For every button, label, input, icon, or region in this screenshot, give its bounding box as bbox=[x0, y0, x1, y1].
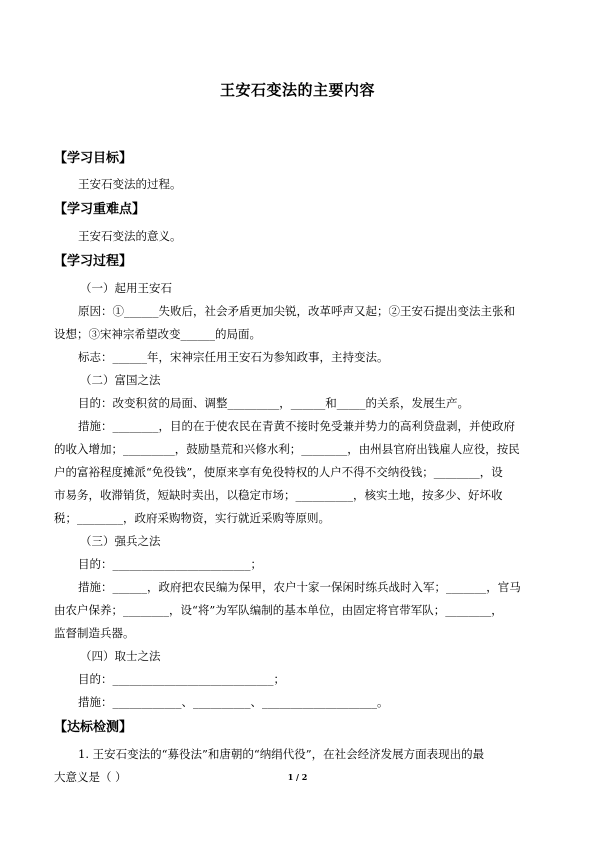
part2-measure-line5: 税；________，政府采购物资，实行就近采购等原则。 bbox=[54, 511, 330, 525]
part2-measure-line1: 措施：________，目的在于使农民在青黄不接时免受兼并势力的高利贷盘剥，并使政府 bbox=[78, 419, 515, 433]
part3-purpose: 目的：________________________； bbox=[78, 557, 262, 571]
part2-measure-line2: 的收入增加；_________，鼓励垦荒和兴修水利；________，由州县官府出钱雇人应役，按民 bbox=[54, 442, 520, 456]
section-heading-key: 【学习重难点】 bbox=[54, 202, 146, 217]
question-1-line1: 1. 王安石变法的“募役法”和唐朝的“纳绢代役”，在社会经济发展方面表现出的最 bbox=[78, 747, 485, 761]
part2-title: （二）富国之法 bbox=[80, 373, 161, 387]
part4-measure: 措施：____________、__________、____________________。 bbox=[78, 695, 389, 709]
section-heading-goal: 【学习目标】 bbox=[54, 151, 133, 166]
question-1-line2: 大意义是（ ） bbox=[54, 770, 127, 784]
page-title: 王安石变法的主要内容 bbox=[219, 81, 375, 99]
section-heading-test: 【达标检测】 bbox=[54, 720, 133, 735]
part3-title: （三）强兵之法 bbox=[80, 534, 161, 548]
section-heading-process: 【学习过程】 bbox=[54, 254, 133, 269]
part1-mark: 标志：______年，宋神宗任用王安石为参知政事，主持变法。 bbox=[78, 350, 389, 364]
part2-purpose: 目的：改变积贫的局面、调整_________，______和_____的关系，发展生产。 bbox=[78, 396, 469, 410]
part2-measure-line4: 市易务，收滞销货，短缺时卖出，以稳定市场；__________，核实土地，按多少、好坏收 bbox=[54, 488, 503, 502]
page-number: 1 / 2 bbox=[287, 772, 308, 782]
part4-title: （四）取士之法 bbox=[80, 649, 161, 663]
part1-reason-line2: 设想；③宋神宗希望改变______的局面。 bbox=[54, 327, 261, 341]
part4-purpose: 目的：____________________________； bbox=[78, 672, 285, 686]
part1-reason-line1: 原因：①______失败后，社会矛盾更加尖锐，改革呼声又起；②王安石提出变法主张和 bbox=[78, 304, 515, 318]
part2-measure-line3: 户的富裕程度摊派“免役钱”，使原来享有免役特权的人户不得不交纳役钱；________，设 bbox=[54, 465, 503, 479]
part1-title: （一）起用王安石 bbox=[80, 281, 172, 295]
key-text: 王安石变法的意义。 bbox=[78, 229, 182, 243]
goal-text: 王安石变法的过程。 bbox=[78, 177, 182, 191]
part3-measure-line2: 由农户保养；________，设“将”为军队编制的基本单位，由固定将官带军队；________， bbox=[54, 603, 503, 617]
part3-measure-line1: 措施：______，政府把农民编为保甲，农户十家一保闲时练兵战时入军；_______，官马 bbox=[78, 580, 521, 594]
part3-measure-line3: 监督制造兵器。 bbox=[54, 626, 135, 640]
